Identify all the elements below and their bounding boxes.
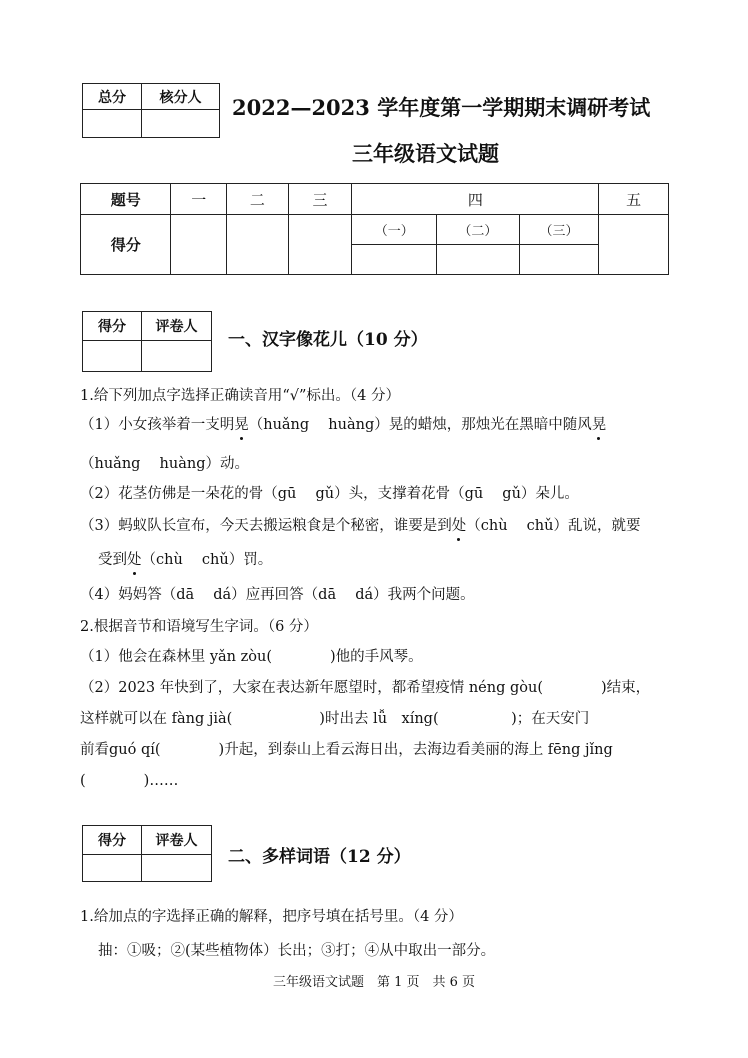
dotted-char: 晃 bbox=[234, 417, 249, 433]
scorer-cell[interactable] bbox=[142, 110, 220, 138]
section1-score-box bbox=[82, 311, 212, 372]
text-span: （1）小女孩举着一支明 bbox=[80, 417, 235, 433]
s1-q1-item2: （2）花茎仿佛是一朵花的骨（gū gǔ）头，支撑着花骨（gū gǔ）朵儿。 bbox=[80, 486, 579, 502]
s2-q1-title: 1.给加点的字选择正确的解释，把序号填在括号里。（4 分） bbox=[80, 909, 463, 925]
score-label: 得分 bbox=[81, 215, 171, 275]
score-cell-5[interactable] bbox=[599, 215, 669, 275]
col-header-2: 二 bbox=[227, 184, 289, 215]
exam-subtitle: 三年级语文试题 bbox=[352, 141, 499, 166]
dotted-char: 晃 bbox=[591, 417, 607, 433]
section2-grader-cell[interactable] bbox=[142, 855, 212, 882]
s1-q1-item3-line1 bbox=[80, 516, 640, 536]
col-header-4: 四 bbox=[352, 184, 599, 215]
s1-q2-item2-line1: （2）2023 年快到了，大家在表达新年愿望时，都希望疫情 néng gòu( )结束， bbox=[80, 680, 651, 696]
question-number-label: 题号 bbox=[81, 184, 171, 215]
section2-score-header: 得分 bbox=[83, 826, 142, 855]
score-cell-3[interactable] bbox=[288, 215, 352, 275]
section2-grader-header: 评卷人 bbox=[142, 826, 212, 855]
section2-score-box bbox=[82, 825, 212, 882]
s1-q2-title: 2.根据音节和语境写生字词。（6 分） bbox=[80, 619, 318, 635]
section1-title: 一、汉字像花儿（10 分） bbox=[228, 330, 428, 350]
score-cell-4-2[interactable] bbox=[437, 245, 520, 275]
text-span: （chù chǔ）乱说，就要 bbox=[466, 518, 641, 534]
s1-q1-item4: （4）妈妈答（dā dá）应再回答（dā dá）我两个问题。 bbox=[80, 587, 475, 603]
scorer-header: 核分人 bbox=[142, 84, 220, 110]
score-cell-1[interactable] bbox=[171, 215, 227, 275]
total-score-header: 总分 bbox=[83, 84, 142, 110]
score-cell-4-3[interactable] bbox=[519, 245, 599, 275]
section1-grader-cell[interactable] bbox=[142, 341, 212, 372]
s1-q2-item2-line4: ( )…… bbox=[80, 773, 179, 789]
exam-title: 2022—2023 学年度第一学期期末调研考试 bbox=[232, 95, 651, 120]
s1-q2-item1: （1）他会在森林里 yǎn zòu( )他的手风琴。 bbox=[80, 649, 423, 665]
dotted-char: 处 bbox=[451, 518, 467, 534]
total-score-cell[interactable] bbox=[83, 110, 142, 138]
sub-col-header-1: （一） bbox=[352, 215, 437, 245]
col-header-3: 三 bbox=[288, 184, 352, 215]
score-cell-4-1[interactable] bbox=[352, 245, 437, 275]
text-span: （3）蚂蚁队长宣布，今天去搬运粮食是个秘密，谁要是到 bbox=[80, 518, 452, 534]
score-cell-2[interactable] bbox=[227, 215, 289, 275]
s2-q1-definitions: 抽：①吸；②(某些植物体）长出；③打；④从中取出一部分。 bbox=[98, 943, 496, 959]
page-footer: 三年级语文试题 第 1 页 共 6 页 bbox=[272, 975, 476, 990]
sub-col-header-3: （三） bbox=[519, 215, 599, 245]
section2-title: 二、多样词语（12 分） bbox=[228, 847, 411, 867]
s1-q1-title: 1.给下列加点字选择正确读音用“√”标出。（4 分） bbox=[80, 388, 400, 404]
text-span: 受到 bbox=[98, 552, 127, 568]
dotted-char: 处 bbox=[127, 552, 142, 568]
total-score-box bbox=[82, 83, 220, 138]
s1-q1-item1-line1 bbox=[80, 415, 606, 435]
s1-q1-item3-line2 bbox=[98, 550, 272, 570]
score-table bbox=[80, 183, 669, 275]
s1-q2-item2-line2: 这样就可以在 fàng jià( )时出去 lǚ xíng( )；在天安门 bbox=[80, 711, 590, 727]
section1-score-cell[interactable] bbox=[83, 341, 142, 372]
text-span: （huǎng huàng）晃的蜡烛，那烛光在黑暗中随风 bbox=[248, 417, 592, 433]
text-span: （chù chǔ）罚。 bbox=[141, 552, 273, 568]
col-header-1: 一 bbox=[171, 184, 227, 215]
section1-grader-header: 评卷人 bbox=[142, 312, 212, 341]
section2-score-cell[interactable] bbox=[83, 855, 142, 882]
s1-q1-item1-line2: （huǎng huàng）动。 bbox=[80, 456, 249, 472]
col-header-5: 五 bbox=[599, 184, 669, 215]
section1-score-header: 得分 bbox=[83, 312, 142, 341]
s1-q2-item2-line3: 前看guó qí( )升起，到泰山上看云海日出，去海边看美丽的海上 fēng jǐng bbox=[80, 742, 613, 758]
sub-col-header-2: （二） bbox=[437, 215, 520, 245]
